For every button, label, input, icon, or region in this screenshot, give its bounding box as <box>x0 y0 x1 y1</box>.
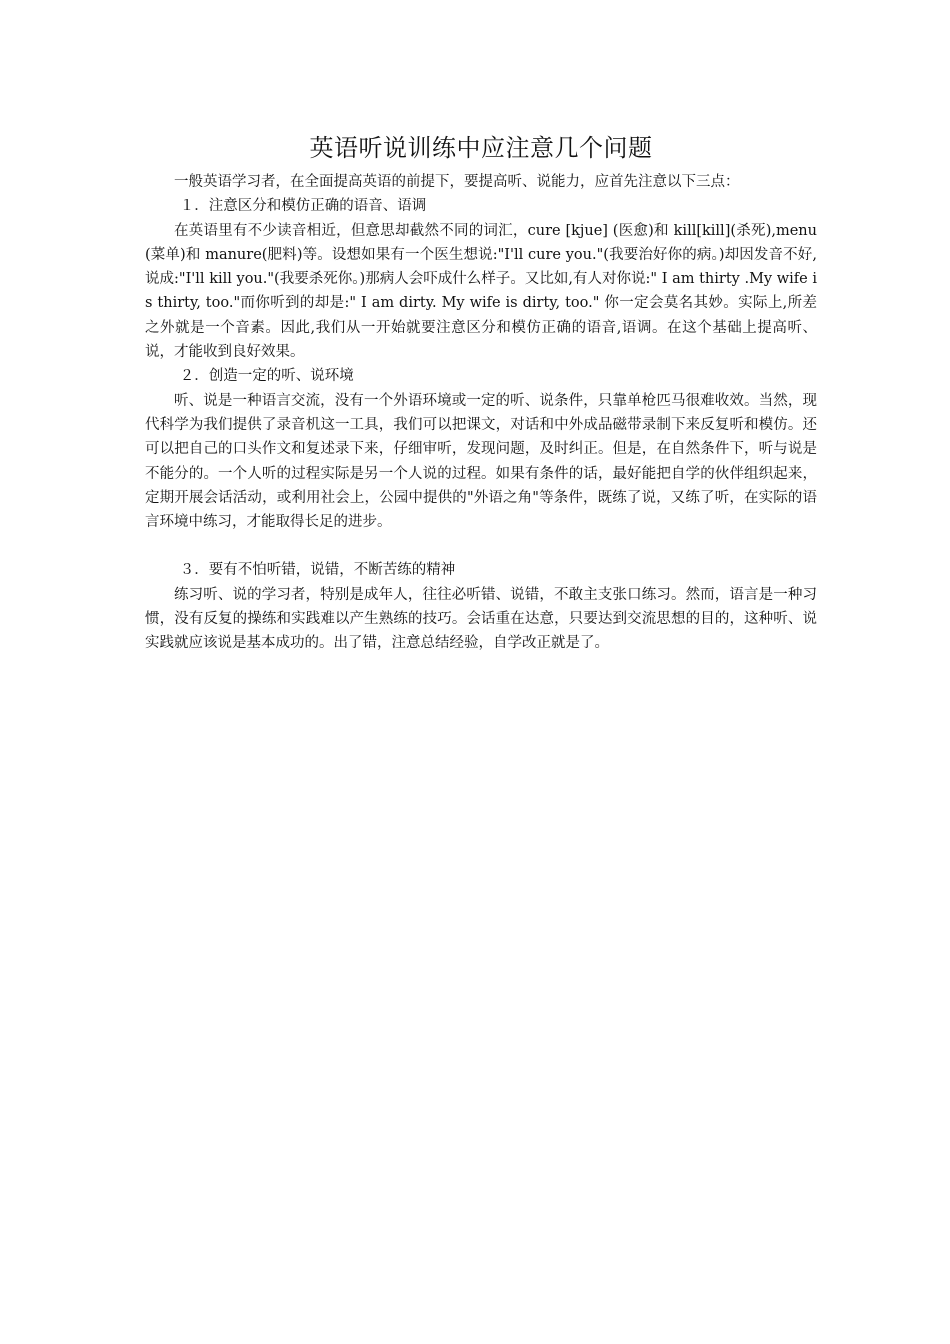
section-2-heading: ２．创造一定的听、说环境 <box>179 368 354 385</box>
section-1-heading: １．注意区分和模仿正确的语音、语调 <box>179 198 427 215</box>
section-3-heading: ３．要有不怕听错，说错，不断苦练的精神 <box>179 562 456 579</box>
section-2-body: 听、说是一种语言交流，没有一个外语环境或一定的听、说条件，只靠单枪匹马很难收效。当然，现代科学为我们提供了录音机这一工具，我们可以把课文，对话和中外成品磁带录制下来反复听和模仿。还可以把自己的口头作文和复述录下来，仔细审听，发现问题，及时纠正。但是，在自然条件下，听与说是不能分的。一个人听的过程实际是另一个人说的过程。如果有条件的话，最好能把自学的伙伴组织起来，定期开展会话活动，或利用社会上，公园中提供的"外语之角"等条件，既练了说，又练了听，在实际的语言环境中练习，才能取得长足的进步。 <box>145 392 817 531</box>
section-1-body: 在英语里有不少读音相近，但意思却截然不同的词汇，cure [kjue] (医愈)和 kill[kill](杀死),menu(菜单)和 manure(肥料)等。设想如果有一个医生想说:"I'll cure you."(我要治好你的病。)却因发音不好,说成:"I'll kill you."(我要杀死你。)那病人会吓成什么样子。又比如,有人对你说:" I am thirty .My wife is thirty, too."而你听到的却是:" I am dirty. My wife is dirty, too." 你一定会莫名其妙。实际上,所差之外就是一个音素。因此,我们从一开始就要注意区分和模仿正确的语音,语调。在这个基础上提高听、说，才能收到良好效果。 <box>145 222 817 361</box>
blank-line <box>145 534 817 558</box>
intro-paragraph: 一般英语学习者，在全面提高英语的前提下，要提高听、说能力，应首先注意以下三点： <box>174 174 740 190</box>
section-3-body: 练习听、说的学习者，特别是成年人，往往必听错、说错，不敢主支张口练习。然而，语言是一种习惯，没有反复的操练和实践难以产生熟练的技巧。会话重在达意，只要达到交流思想的目的，这种听、说实践就应该说是基本成功的。出了错，注意总结经验，自学改正就是了。 <box>145 586 817 652</box>
page-title: 英语听说训练中应注意几个问题 <box>309 134 653 162</box>
document-page <box>145 130 817 656</box>
